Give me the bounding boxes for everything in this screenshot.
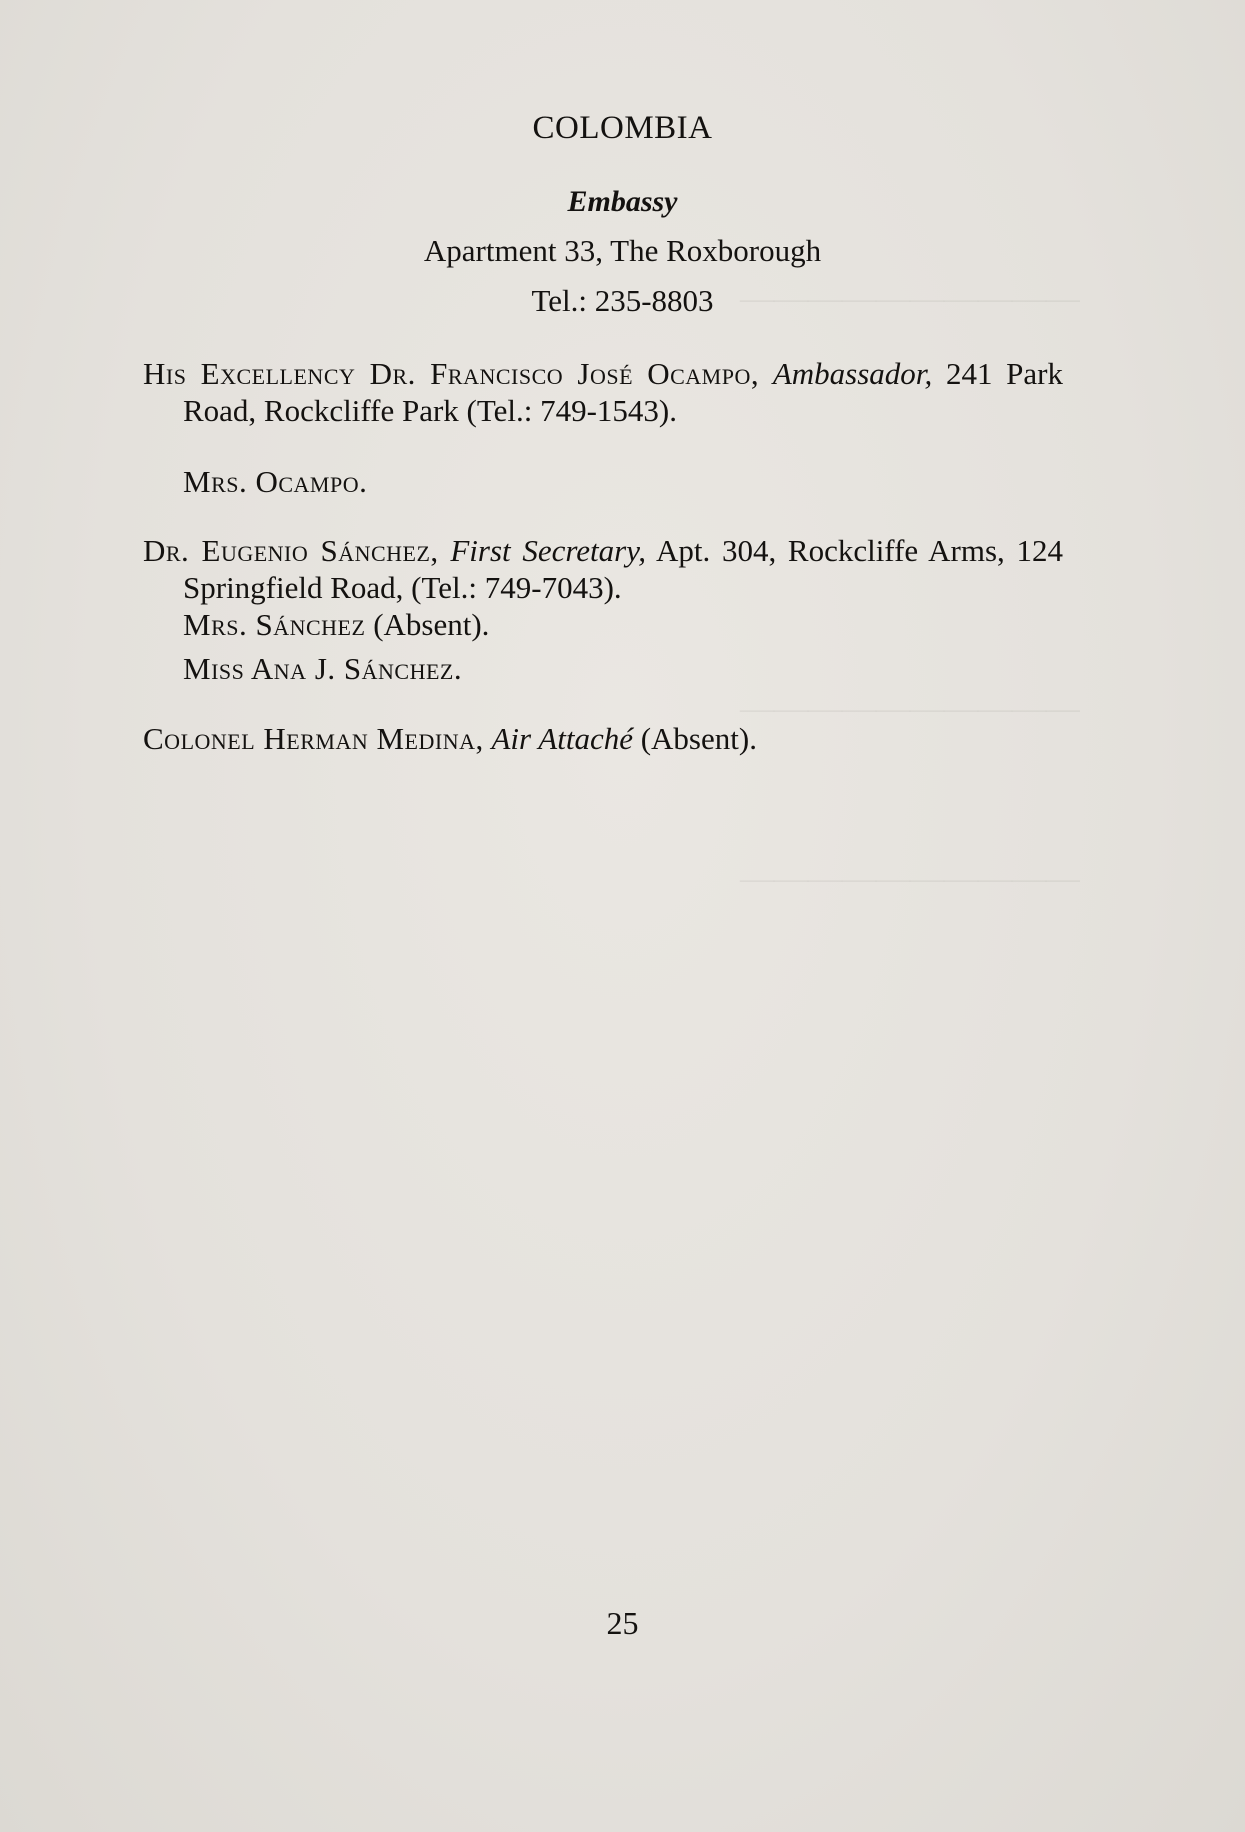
person-details: (Absent). [640,721,757,756]
spouse-name: Mrs. Sánchez [183,607,366,642]
bleed-through-text: —————————— [740,860,1080,897]
entry-paragraph [143,720,1063,757]
page-number: 25 [606,1605,639,1641]
directory-entry [143,720,1063,757]
directory-entry [143,355,1063,429]
person-name: His Excellency Dr. Francisco José Ocampo, [143,356,760,391]
bleed-through-text: —————————— [740,690,1080,727]
person-title: Air Attaché [491,721,633,756]
bleed-through-text: —————————— [740,280,1080,317]
spouse-line [183,606,489,643]
embassy-address: Apartment 33, The Roxborough [423,233,822,268]
person-title: Ambassador, [772,356,933,391]
spouse-name: Mrs. Ocampo. [183,464,368,499]
entry-paragraph [143,532,1063,606]
embassy-telephone: Tel.: 235-8803 [531,283,714,318]
country-heading: COLOMBIA [532,110,713,146]
spouse-note: (Absent). [373,607,490,642]
entry-paragraph [143,355,1063,429]
person-details: 241 Park Road, Rockcliffe Park (Tel.: 749-1543). [183,356,1063,428]
person-title: First Secretary, [450,533,647,568]
person-name: Colonel Herman Medina, [143,721,484,756]
section-heading: Embassy [567,185,678,218]
person-name: Dr. Eugenio Sánchez, [143,533,439,568]
directory-entry [143,532,1063,606]
dependent-name: Miss Ana J. Sánchez. [183,651,463,686]
person-details: Apt. 304, Rockcliffe Arms, 124 Springfield Road, (Tel.: 749-7043). [183,533,1063,605]
